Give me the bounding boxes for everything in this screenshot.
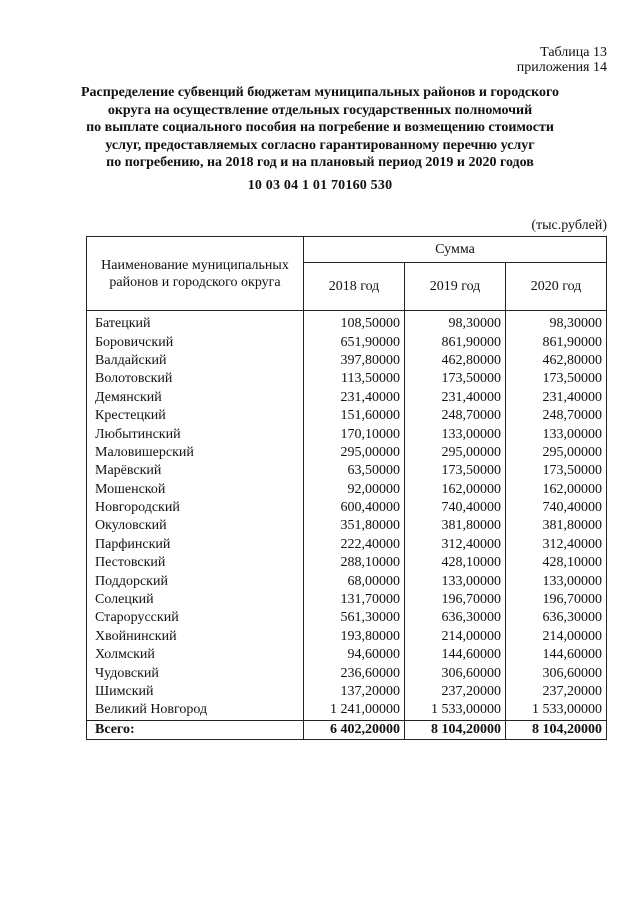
value-2018-cell: 193,80000 bbox=[304, 628, 405, 646]
value-2018-cell: 6 402,20000 bbox=[304, 720, 405, 739]
value-2019-cell: 312,40000 bbox=[405, 536, 506, 554]
table-row bbox=[87, 389, 607, 407]
value-2018-cell: 288,10000 bbox=[304, 554, 405, 572]
value-2020-cell: 306,60000 bbox=[506, 664, 607, 682]
column-header-2018: 2018 год bbox=[304, 263, 405, 311]
district-name-cell: Шимский bbox=[87, 683, 304, 701]
value-2018-cell: 397,80000 bbox=[304, 352, 405, 370]
table-row bbox=[87, 517, 607, 535]
table-row bbox=[87, 646, 607, 664]
title-line: по погребению, на 2018 год и на плановый период 2019 и 2020 годов bbox=[106, 155, 534, 170]
district-name-cell: Хвойнинский bbox=[87, 628, 304, 646]
value-2020-cell: 98,30000 bbox=[506, 311, 607, 334]
table-row bbox=[87, 664, 607, 682]
value-2019-cell: 237,20000 bbox=[405, 683, 506, 701]
column-header-2019: 2019 год bbox=[405, 263, 506, 311]
district-name-cell: Маловишерский bbox=[87, 444, 304, 462]
table-row bbox=[87, 683, 607, 701]
value-2018-cell: 351,80000 bbox=[304, 517, 405, 535]
table-row bbox=[87, 572, 607, 590]
table-row bbox=[87, 370, 607, 388]
value-2020-cell: 144,60000 bbox=[506, 646, 607, 664]
district-name-cell: Мошенской bbox=[87, 481, 304, 499]
value-2018-cell: 561,30000 bbox=[304, 609, 405, 627]
value-2020-cell: 1 533,00000 bbox=[506, 701, 607, 720]
table-row bbox=[87, 425, 607, 443]
value-2020-cell: 312,40000 bbox=[506, 536, 607, 554]
table-row bbox=[87, 609, 607, 627]
value-2018-cell: 68,00000 bbox=[304, 572, 405, 590]
table-body bbox=[87, 311, 607, 740]
value-2019-cell: 162,00000 bbox=[405, 481, 506, 499]
column-header-name: Наименование муниципальных районов и городского округа bbox=[87, 237, 304, 311]
district-name-cell: Боровичский bbox=[87, 333, 304, 351]
district-name-cell: Новгородский bbox=[87, 499, 304, 517]
value-2020-cell: 295,00000 bbox=[506, 444, 607, 462]
table-row bbox=[87, 536, 607, 554]
district-name-cell: Валдайский bbox=[87, 352, 304, 370]
district-name-cell: Холмский bbox=[87, 646, 304, 664]
value-2018-cell: 63,50000 bbox=[304, 462, 405, 480]
column-header-2020: 2020 год bbox=[506, 263, 607, 311]
value-2018-cell: 113,50000 bbox=[304, 370, 405, 388]
value-2020-cell: 196,70000 bbox=[506, 591, 607, 609]
title-line: округа на осуществление отдельных государственных полномочий bbox=[107, 102, 533, 118]
table-row bbox=[87, 444, 607, 462]
value-2020-cell: 173,50000 bbox=[506, 370, 607, 388]
value-2018-cell: 137,20000 bbox=[304, 683, 405, 701]
value-2019-cell: 133,00000 bbox=[405, 425, 506, 443]
table-row bbox=[87, 554, 607, 572]
district-name-cell: Великий Новгород bbox=[87, 701, 304, 720]
value-2020-cell: 8 104,20000 bbox=[506, 720, 607, 739]
budget-code: 10 03 04 1 01 70160 530 bbox=[247, 178, 393, 193]
value-2019-cell: 98,30000 bbox=[405, 311, 506, 334]
value-2019-cell: 248,70000 bbox=[405, 407, 506, 425]
value-2018-cell: 236,60000 bbox=[304, 664, 405, 682]
table-total-row bbox=[87, 720, 607, 739]
column-header-sum: Сумма bbox=[304, 237, 607, 263]
value-2018-cell: 651,90000 bbox=[304, 333, 405, 351]
value-2019-cell: 144,60000 bbox=[405, 646, 506, 664]
value-2020-cell: 428,10000 bbox=[506, 554, 607, 572]
title-line: Распределение субвенций бюджетам муниципальных районов и городского bbox=[80, 85, 559, 100]
district-name-cell: Парфинский bbox=[87, 536, 304, 554]
value-2020-cell: 636,30000 bbox=[506, 609, 607, 627]
value-2018-cell: 170,10000 bbox=[304, 425, 405, 443]
table-row bbox=[87, 481, 607, 499]
value-2018-cell: 94,60000 bbox=[304, 646, 405, 664]
value-2018-cell: 131,70000 bbox=[304, 591, 405, 609]
title-line: по выплате социального пособия на погребение и возмещению стоимости bbox=[86, 120, 554, 135]
value-2020-cell: 381,80000 bbox=[506, 517, 607, 535]
value-2019-cell: 295,00000 bbox=[405, 444, 506, 462]
value-2018-cell: 92,00000 bbox=[304, 481, 405, 499]
value-2019-cell: 861,90000 bbox=[405, 333, 506, 351]
table-row bbox=[87, 462, 607, 480]
value-2019-cell: 428,10000 bbox=[405, 554, 506, 572]
value-2019-cell: 231,40000 bbox=[405, 389, 506, 407]
value-2018-cell: 295,00000 bbox=[304, 444, 405, 462]
subvention-table bbox=[86, 236, 607, 740]
value-2020-cell: 173,50000 bbox=[506, 462, 607, 480]
district-name-cell: Чудовский bbox=[87, 664, 304, 682]
table-row bbox=[87, 701, 607, 720]
value-2020-cell: 214,00000 bbox=[506, 628, 607, 646]
value-2019-cell: 636,30000 bbox=[405, 609, 506, 627]
value-2019-cell: 133,00000 bbox=[405, 572, 506, 590]
table-number: Таблица 13 bbox=[540, 45, 607, 60]
table-row bbox=[87, 407, 607, 425]
value-2019-cell: 740,40000 bbox=[405, 499, 506, 517]
district-name-cell: Солецкий bbox=[87, 591, 304, 609]
value-2018-cell: 1 241,00000 bbox=[304, 701, 405, 720]
value-2018-cell: 108,50000 bbox=[304, 311, 405, 334]
district-name-cell: Крестецкий bbox=[87, 407, 304, 425]
district-name-cell: Пестовский bbox=[87, 554, 304, 572]
value-2020-cell: 248,70000 bbox=[506, 407, 607, 425]
value-2019-cell: 306,60000 bbox=[405, 664, 506, 682]
value-2019-cell: 8 104,20000 bbox=[405, 720, 506, 739]
district-name-cell: Всего: bbox=[87, 720, 304, 739]
district-name-cell: Волотовский bbox=[87, 370, 304, 388]
district-name-cell: Любытинский bbox=[87, 425, 304, 443]
table-row bbox=[87, 352, 607, 370]
value-2020-cell: 162,00000 bbox=[506, 481, 607, 499]
district-name-cell: Демянский bbox=[87, 389, 304, 407]
appendix-reference: приложения 14 bbox=[516, 60, 607, 75]
value-2019-cell: 173,50000 bbox=[405, 462, 506, 480]
value-2020-cell: 133,00000 bbox=[506, 572, 607, 590]
value-2020-cell: 740,40000 bbox=[506, 499, 607, 517]
value-2018-cell: 600,40000 bbox=[304, 499, 405, 517]
district-name-cell: Батецкий bbox=[87, 311, 304, 334]
value-2019-cell: 196,70000 bbox=[405, 591, 506, 609]
table-row bbox=[87, 628, 607, 646]
table-row bbox=[87, 591, 607, 609]
value-2020-cell: 237,20000 bbox=[506, 683, 607, 701]
value-2018-cell: 231,40000 bbox=[304, 389, 405, 407]
units-label: (тыс.рублей) bbox=[531, 218, 607, 233]
value-2020-cell: 462,80000 bbox=[506, 352, 607, 370]
table-row bbox=[87, 499, 607, 517]
table-row bbox=[87, 311, 607, 334]
value-2019-cell: 214,00000 bbox=[405, 628, 506, 646]
value-2019-cell: 1 533,00000 bbox=[405, 701, 506, 720]
district-name-cell: Окуловский bbox=[87, 517, 304, 535]
district-name-cell: Марёвский bbox=[87, 462, 304, 480]
document-title bbox=[70, 84, 570, 172]
district-name-cell: Старорусский bbox=[87, 609, 304, 627]
value-2018-cell: 222,40000 bbox=[304, 536, 405, 554]
value-2020-cell: 231,40000 bbox=[506, 389, 607, 407]
value-2019-cell: 381,80000 bbox=[405, 517, 506, 535]
value-2019-cell: 462,80000 bbox=[405, 352, 506, 370]
value-2020-cell: 133,00000 bbox=[506, 425, 607, 443]
table-row bbox=[87, 333, 607, 351]
district-name-cell: Поддорский bbox=[87, 572, 304, 590]
value-2019-cell: 173,50000 bbox=[405, 370, 506, 388]
value-2020-cell: 861,90000 bbox=[506, 333, 607, 351]
value-2018-cell: 151,60000 bbox=[304, 407, 405, 425]
title-line: услуг, предоставляемых согласно гарантированному перечню услуг bbox=[105, 137, 535, 153]
table-reference bbox=[517, 45, 607, 75]
